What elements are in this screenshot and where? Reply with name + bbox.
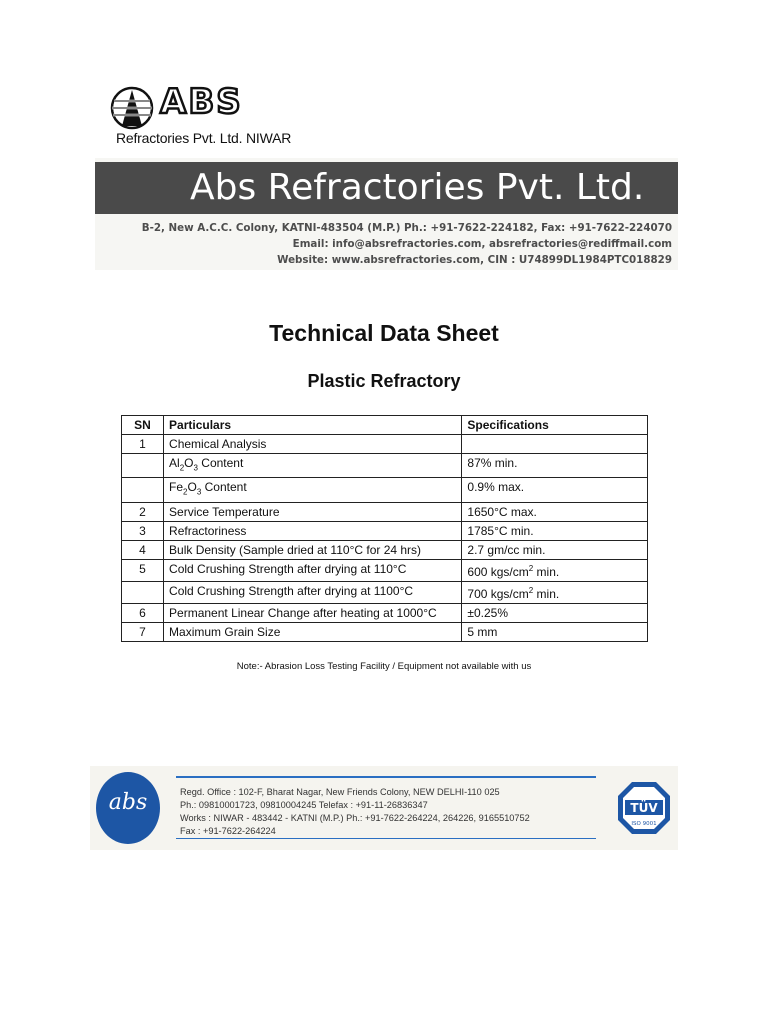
cell-particular: Bulk Density (Sample dried at 110°C for 24 hrs): [164, 540, 462, 559]
table-row: [122, 435, 648, 454]
cell-sn: [122, 478, 164, 502]
cell-specification: 87% min.: [462, 454, 648, 478]
footer-logo-text: abs: [108, 790, 148, 815]
header-particulars: Particulars: [164, 416, 462, 435]
letterhead-address: B-2, New A.C.C. Colony, KATNI-483504 (M.P.) Ph.: +91-7622-224182, Fax: +91-7622-224070: [141, 222, 672, 234]
table-row: [122, 521, 648, 540]
letterhead-email: Email: info@absrefractories.com, absrefractories@rediffmail.com: [292, 238, 672, 250]
footer: [90, 766, 678, 850]
letterhead-website: Website: www.absrefractories.com, CIN : U74899DL1984PTC018829: [277, 254, 672, 266]
cell-particular: Maximum Grain Size: [164, 622, 462, 641]
spec-table: [121, 415, 648, 642]
cell-sn: [122, 581, 164, 603]
cell-specification: 1650°C max.: [462, 502, 648, 521]
letterhead-company-name: Abs Refractories Pvt. Ltd.: [190, 167, 645, 208]
table-row: [122, 603, 648, 622]
cell-sn: 4: [122, 540, 164, 559]
cell-specification: 700 kgs/$cm^2$ min.: [462, 581, 648, 603]
footer-rule-bottom: [176, 838, 596, 839]
cell-sn: 6: [122, 603, 164, 622]
cell-specification: 1785°C min.: [462, 521, 648, 540]
cell-particular: Chemical Analysis: [164, 435, 462, 454]
tuv-sub: ISO 9001: [631, 821, 657, 827]
cell-sn: 2: [122, 502, 164, 521]
cell-sn: 7: [122, 622, 164, 641]
cell-specification: ±0.25%: [462, 603, 648, 622]
cell-sn: [122, 454, 164, 478]
logo-tagline: Refractories Pvt. Ltd. NIWAR: [116, 130, 292, 146]
cell-specification: 5 mm: [462, 622, 648, 641]
footer-rule-top: [176, 776, 596, 778]
footer-phone: Ph.: 09810001723, 09810004245 Telefax : +91-11-26836347: [180, 800, 428, 810]
document-title: Technical Data Sheet: [269, 320, 499, 346]
table-row: [122, 622, 648, 641]
table-row: [122, 454, 648, 478]
header-sn: SN: [122, 416, 164, 435]
tuv-cert-icon: [616, 780, 672, 836]
cell-sn: 3: [122, 521, 164, 540]
cell-particular: Permanent Linear Change after heating at 1000°C: [164, 603, 462, 622]
note-text: Note:- Abrasion Loss Testing Facility / Equipment not available with us: [236, 661, 532, 672]
table-row: [122, 478, 648, 502]
table-row: [122, 502, 648, 521]
table-row: [122, 559, 648, 581]
footer-fax: Fax : +91-7622-264224: [180, 826, 276, 836]
footer-regd-office: Regd. Office : 102-F, Bharat Nagar, New Friends Colony, NEW DELHI-110 025: [180, 787, 500, 797]
cell-particular: Cold Crushing Strength after drying at 110°C: [164, 559, 462, 581]
document-subtitle: Plastic Refractory: [307, 371, 461, 391]
tuv-mark: TÜV: [630, 801, 658, 815]
cell-specification: [462, 435, 648, 454]
cell-particular: Cold Crushing Strength after drying at 1100°C: [164, 581, 462, 603]
table-header-row: [122, 416, 648, 435]
cell-specification: 0.9% max.: [462, 478, 648, 502]
letterhead: [95, 158, 678, 270]
cell-sn: 5: [122, 559, 164, 581]
table-row: [122, 581, 648, 603]
cell-particular: $Al_2O_3$ Content: [164, 454, 462, 478]
cell-particular: Refractoriness: [164, 521, 462, 540]
cell-particular: $Fe_2O_3$ Content: [164, 478, 462, 502]
pylon-icon: [108, 86, 156, 130]
table-row: [122, 540, 648, 559]
header-specifications: Specifications: [462, 416, 648, 435]
footer-works: Works : NIWAR - 483442 - KATNI (M.P.) Ph.: +91-7622-264224, 264226, 9165510752: [180, 813, 530, 823]
cell-particular: Service Temperature: [164, 502, 462, 521]
cell-specification: 2.7 gm/cc min.: [462, 540, 648, 559]
logo-wordmark: ABS: [160, 82, 243, 122]
cell-sn: 1: [122, 435, 164, 454]
cell-specification: 600 kgs/$cm^2$ min.: [462, 559, 648, 581]
brand-logo: [108, 82, 292, 146]
